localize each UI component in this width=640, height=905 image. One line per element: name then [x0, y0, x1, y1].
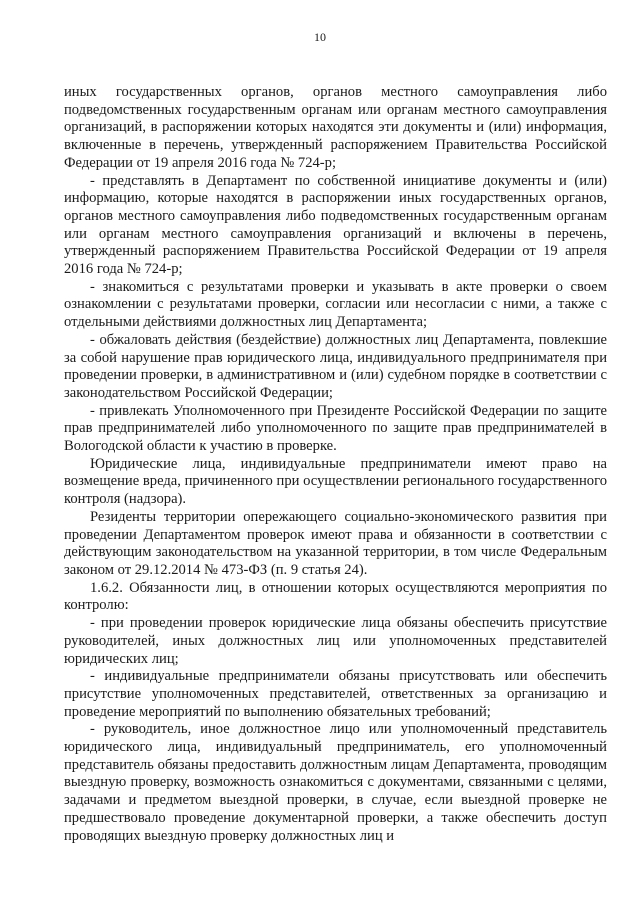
page-number: 10 — [314, 30, 326, 44]
paragraph-right-ombudsman: - привлекать Уполномоченного при Президенте Российской Федерации по защите прав предпринимателей либо уполномоченного по защите прав предпринимателей в Вологодской области к участию в проверке. — [64, 402, 607, 455]
paragraph-right-review-results: - знакомиться с результатами проверки и указывать в акте проверки о своем ознакомлении с результатами проверки, согласии или несогласии с ними, а также с отдельными действиями должностных лиц Департамента; — [64, 278, 607, 331]
paragraph-residents: Резиденты территории опережающего социально-экономического развития при проведении Департаментом проверок имеют права и обязанности в соответствии с действующим законодательством на указанной территории, в том числе Федеральным законом от 29.12.2014 № 473-ФЗ (п. 9 статья 24). — [64, 508, 607, 578]
paragraph-duty-access: - руководитель, иное должностное лицо или уполномоченный представитель юридического лица, индивидуальный предприниматель, его уполномоченный представитель обязаны предоставить должностным лицам Департамента, проводящим выездную проверку, возможность ознакомиться с документами, связанными с целями, задачами и предметом выездной проверки, в случае, если выездной проверке не предшествовало проведение документарной проверки, а также обеспечить доступ проводящих выездную проверку должностных лиц и — [64, 721, 607, 844]
paragraph-duty-legal-entities: - при проведении проверок юридические лица обязаны обеспечить присутствие руководителей, иных должностных лиц или уполномоченных представителей юридических лиц; — [64, 615, 607, 667]
paragraph-right-appeal: - обжаловать действия (бездействие) должностных лиц Департамента, повлекшие за собой нарушение прав юридического лица, индивидуального предпринимателя при проведении проверки, в административном и (или) судебном порядке в соответствии с законодательством Российской Федерации; — [64, 331, 607, 401]
section-heading-1-6-2: 1.6.2. Обязанности лиц, в отношении которых осуществляются мероприятия по контролю: — [64, 579, 607, 614]
paragraph-continuation: иных государственных органов, органов местного самоуправления либо подведомственных государственным органам или органам местного самоуправления организаций, в распоряжении которых находятся эти документы и (или) информация, включенные в перечень, утвержденный распоряжением Правительства Российской Федерации от 19 апреля 2016 года № 724-р; — [64, 84, 607, 171]
paragraph-right-submit-documents: - представлять в Департамент по собственной инициативе документы и (или) информацию, которые находятся в распоряжении иных государственных органов, органов местного самоуправления либо подведомственных государственным органам или органам местного самоуправления организаций и включены в перечень, утвержденный распоряжением Правительства Российской Федерации от 19 апреля 2016 года № 724-р; — [64, 172, 607, 278]
paragraph-right-compensation: Юридические лица, индивидуальные предприниматели имеют право на возмещение вреда, причиненного при осуществлении регионального государственного контроля (надзора). — [64, 455, 607, 508]
paragraph-duty-entrepreneurs: - индивидуальные предприниматели обязаны присутствовать или обеспечить присутствие уполномоченных представителей, ответственных за организацию и проведение мероприятий по выполнению обязательных требований; — [64, 668, 607, 720]
